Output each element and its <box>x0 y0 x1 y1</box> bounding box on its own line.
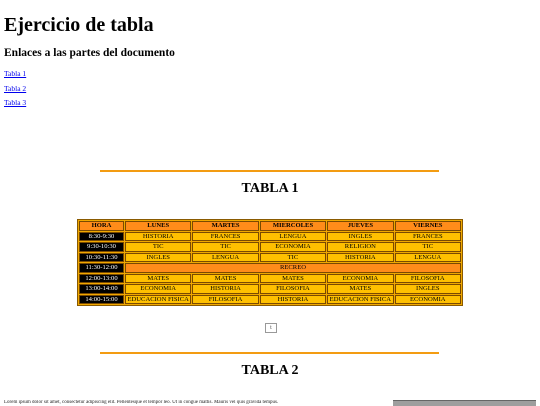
section-title-tabla-2: TABLA 2 <box>241 363 299 378</box>
links-heading: Enlaces a las partes del documento <box>4 47 175 59</box>
subject-cell: EDUCACION FISICA <box>125 295 191 305</box>
paragraph-text: Lorem ipsum dolor sit amet, consectetur adipiscing elit. Pellentesque et tempor leo. Ut in congue mattis. Mauris vel quis gravida tempus. <box>4 400 279 405</box>
hour-cell: 13:00-14:00 <box>79 284 124 294</box>
subject-cell: TIC <box>260 253 326 263</box>
subject-cell: INGLES <box>395 284 461 294</box>
subject-cell: HISTORIA <box>327 253 393 263</box>
column-header: LUNES <box>125 221 191 231</box>
subject-cell: HISTORIA <box>260 295 326 305</box>
hour-cell: 8:30-9:30 <box>79 232 124 242</box>
subject-cell: MATES <box>327 284 393 294</box>
table-header-row <box>79 221 461 231</box>
subject-cell: FILOSOFIA <box>395 274 461 284</box>
link-tabla-3[interactable]: Tabla 3 <box>4 98 27 107</box>
subject-cell: HISTORIA <box>125 232 191 242</box>
subject-cell: LENGUA <box>395 253 461 263</box>
column-header: MARTES <box>192 221 258 231</box>
table-row <box>79 232 461 242</box>
subject-cell: MATES <box>125 274 191 284</box>
subject-cell: EDUCACION FISICA <box>327 295 393 305</box>
subject-cell: MATES <box>260 274 326 284</box>
column-header: HORA <box>79 221 124 231</box>
subject-cell: ECONOMIA <box>327 274 393 284</box>
subject-cell: ECONOMIA <box>395 295 461 305</box>
image-box <box>393 400 536 406</box>
broken-image-icon: t <box>265 323 277 333</box>
section-divider <box>100 352 439 354</box>
subject-cell: TIC <box>395 242 461 252</box>
page-title: Ejercicio de tabla <box>4 14 154 36</box>
column-header: JUEVES <box>327 221 393 231</box>
subject-cell: FILOSOFIA <box>192 295 258 305</box>
subject-cell: ECONOMIA <box>125 284 191 294</box>
hour-cell: 12:00-13:00 <box>79 274 124 284</box>
subject-cell: FRANCES <box>192 232 258 242</box>
subject-cell: TIC <box>125 242 191 252</box>
link-tabla-1[interactable]: Tabla 1 <box>4 69 27 78</box>
break-cell: RECREO <box>125 263 461 273</box>
subject-cell: FILOSOFIA <box>260 284 326 294</box>
table-row <box>79 274 461 284</box>
subject-cell: FRANCES <box>395 232 461 242</box>
hour-cell: 11:30-12:00 <box>79 263 124 273</box>
subject-cell: TIC <box>192 242 258 252</box>
hour-cell: 14:00-15:00 <box>79 295 124 305</box>
hour-cell: 10:30-11:30 <box>79 253 124 263</box>
table-row <box>79 284 461 294</box>
hour-cell: 9:30-10:30 <box>79 242 124 252</box>
subject-cell: RELIGION <box>327 242 393 252</box>
column-header: MIERCOLES <box>260 221 326 231</box>
subject-cell: LENGUA <box>192 253 258 263</box>
column-header: VIERNES <box>395 221 461 231</box>
subject-cell: MATES <box>192 274 258 284</box>
link-tabla-2[interactable]: Tabla 2 <box>4 84 27 93</box>
subject-cell: HISTORIA <box>192 284 258 294</box>
subject-cell: ECONOMIA <box>260 242 326 252</box>
table-row <box>79 263 461 273</box>
section-divider <box>100 170 439 172</box>
table-row <box>79 253 461 263</box>
table-row <box>79 242 461 252</box>
subject-cell: LENGUA <box>260 232 326 242</box>
table-row <box>79 295 461 305</box>
subject-cell: INGLES <box>327 232 393 242</box>
schedule-table <box>77 219 463 306</box>
section-title-tabla-1: TABLA 1 <box>241 181 299 196</box>
subject-cell: INGLES <box>125 253 191 263</box>
